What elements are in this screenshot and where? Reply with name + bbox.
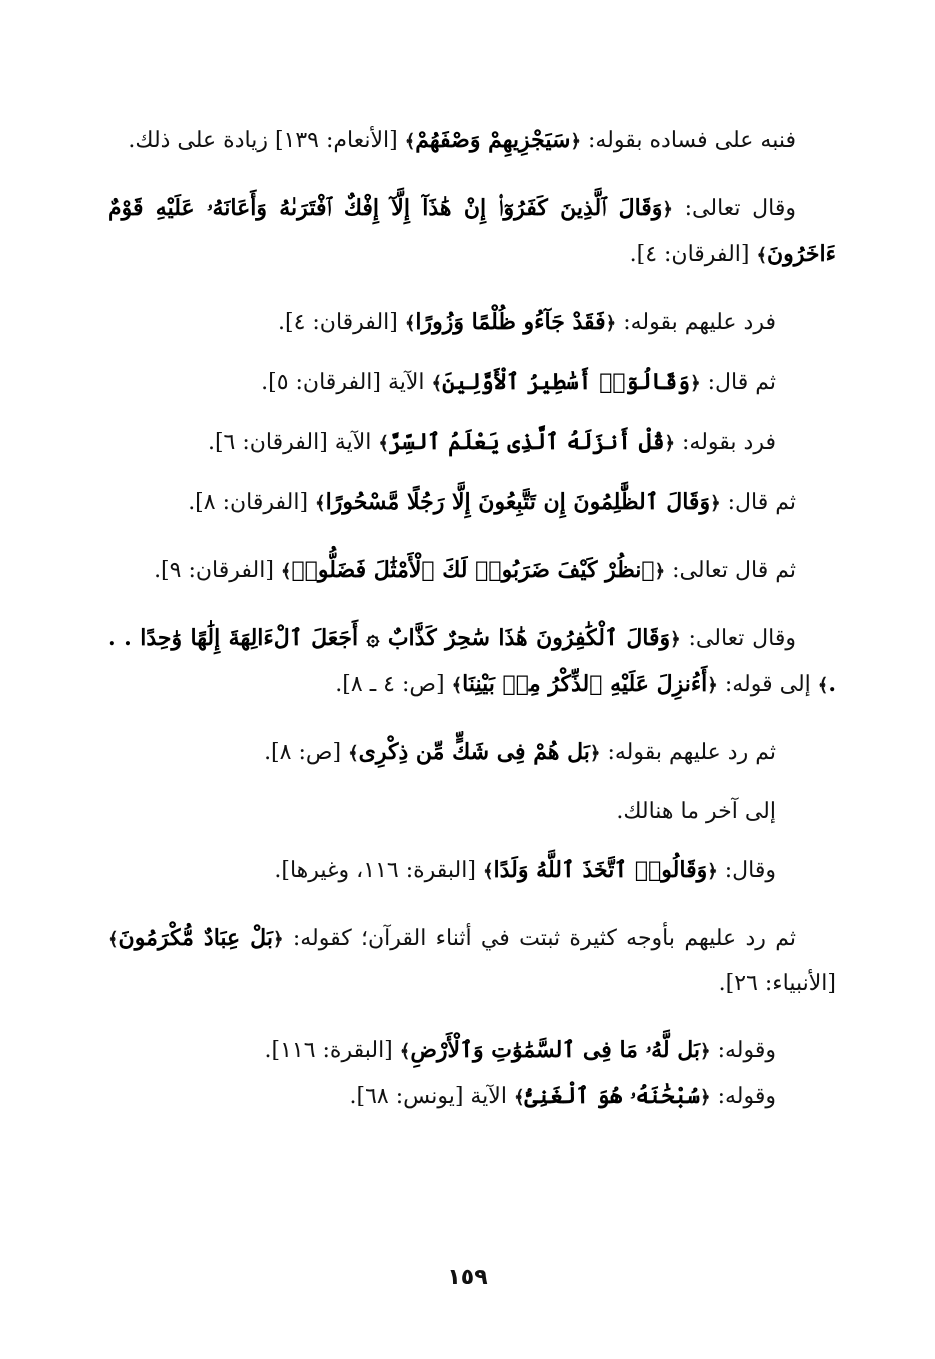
citation: [ص: ٨]. [264,740,349,765]
bracket-open: ﴿ [570,131,581,152]
paragraph-5 [108,420,836,466]
bracket-close: ﴾ [315,493,326,514]
bracket-open: ﴿ [707,861,718,882]
bracket-open: ﴿ [654,561,666,582]
page-body [108,118,836,1120]
quran-verse: أَءُنزِلَ عَلَيْهِ ٱلذِّكْرُ مِنۢ بَيْنِنَا [462,671,708,697]
bracket-open: ﴿ [662,199,673,220]
citation: [الأنبياء: ٢٦]. [718,971,836,996]
bracket-close: ﴾ [404,131,416,152]
quran-verse: وَقَالَ ٱلْكَٰفِرُونَ هَٰذَا سَٰحِرٌ كَذَّابٌ ۞ أَجَعَلَ ٱلْءَالِهَةَ إِلَٰهًا وَٰحِدًا . . . [108,625,836,697]
paragraph-1 [108,118,836,164]
text: فنبه على فساده بقوله: [580,128,796,153]
citation: [الفرقان: ٤]. [277,310,405,335]
text: إلى آخر ما هنالك. [616,799,776,824]
text: وقوله: [710,1038,776,1063]
bracket-close: ﴾ [756,245,768,266]
bracket-open: ﴿ [700,1087,711,1108]
bracket-open: ﴿ [700,1041,711,1062]
quran-verse: قُلْ أَنزَلَهُ ٱلَّذِى يَعْلَمُ ٱلسِّرَّ [388,429,665,455]
paragraph-11 [108,848,836,894]
citation: الآية [يونس: ٦٨]. [349,1084,514,1109]
text: وقال: [717,858,776,883]
bracket-close: ﴾ [482,861,494,882]
citation: [البقرة: ١١٦، وغيرها]. [274,858,483,883]
bracket-open: ﴿ [589,743,601,764]
paragraph-12 [108,916,836,1006]
bracket-open: ﴿ [710,493,721,514]
text: وقوله: [710,1084,776,1109]
citation: [الفرقان: ٨]. [188,490,316,515]
text: وقال تعالى: [680,626,796,651]
citation: [الفرقان: ٩]. [154,558,281,583]
citation: الآية [الفرقان: ٥]. [261,370,432,395]
page-number: ١٥٩ [447,1265,488,1290]
bracket-close: ﴾ [108,929,119,950]
bracket-close: ﴾ [404,313,416,334]
quran-verse: وَقَالَ ٱلَّذِينَ كَفَرُوٓا۟ إِنْ هَٰذَآ إِلَّآ إِفْكٌ ٱفْتَرَىٰهُ وَأَعَانَهُۥ عَلَيْهِ قَوْمٌ ءَاخَرُونَ [108,195,836,267]
bracket-close: ﴾ [817,675,829,696]
paragraph-8 [108,616,836,708]
paragraph-14 [108,1074,836,1120]
bracket-close: ﴾ [399,1041,411,1062]
paragraph-9 [108,730,836,776]
bracket-open: ﴿ [272,929,284,950]
quran-verse: بَل لَّهُۥ مَا فِى ٱلسَّمَٰوَٰتِ وَٱلْأَرْضِ [410,1037,701,1063]
citation: [الفرقان: ٤]. [629,242,757,267]
bracket-open: ﴿ [690,373,701,394]
quran-verse: وَقَالَ ٱلظَّٰلِمُونَ إِن تَتَّبِعُونَ إِلَّا رَجُلًا مَّسْحُورًا [325,489,711,515]
quran-verse: وَقَالُوٓا۟ أَسَٰطِيرُ ٱلْأَوَّلِينَ [442,369,691,395]
quran-verse: فَقَدْ جَآءُو ظُلْمًا وَزُورًا [415,309,606,335]
paragraph-10 [108,790,836,834]
citation: [البقرة: ١١٦]. [264,1038,400,1063]
citation: [ص: ٤ ـ ٨]. [335,672,452,697]
bracket-open: ﴿ [670,629,681,650]
paragraph-2 [108,186,836,278]
text: ثم قال: [720,490,796,515]
bracket-open: ﴿ [664,433,676,454]
paragraph-13 [108,1028,836,1074]
citation: الآية [الفرقان: ٦]. [207,430,379,455]
text: ثم رد عليهم بأوجه كثيرة ثبتت في أثناء القرآن؛ كقوله: [283,926,796,951]
paragraph-7 [108,548,836,594]
quran-verse: بَل هُمْ فِى شَكٍّ مِّن ذِكْرِى [358,739,590,765]
bracket-close: ﴾ [348,743,359,764]
bracket-close: ﴾ [431,373,443,394]
bracket-open: ﴿ [605,313,617,334]
bracket-close: ﴾ [378,433,389,454]
bracket-close: ﴾ [280,561,292,582]
quran-verse: وَقَالُوا۟ ٱتَّخَذَ ٱللَّهُ وَلَدًا [493,857,708,883]
paragraph-4 [108,360,836,406]
bracket-close: ﴾ [513,1087,525,1108]
text: فرد عليهم بقوله: [616,310,776,335]
text: إلى قوله: [717,672,818,697]
text: فرد بقوله: [675,430,776,455]
text: ثم قال: [700,370,776,395]
quran-verse: سُبْحَٰنَهُۥ هُوَ ٱلْغَنِىُّ [524,1083,701,1109]
bracket-close: ﴾ [451,675,463,696]
text: ثم قال تعالى: [665,558,796,583]
paragraph-3 [108,300,836,346]
bracket-open: ﴿ [707,675,718,696]
quran-verse: ٱنظُرْ كَيْفَ ضَرَبُوا۟ لَكَ ٱلْأَمْثَٰلَ فَضَلُّوا۟ [291,557,655,583]
paragraph-6 [108,480,836,526]
quran-verse: بَلْ عِبَادٌ مُّكْرَمُونَ [118,925,273,951]
citation: [الأنعام: ١٣٩] زيادة على ذلك. [128,128,405,153]
text: ثم رد عليهم بقوله: [600,740,776,765]
text: وقال تعالى: [672,196,796,221]
quran-verse: سَيَجْزِيهِمْ وَصْفَهُمْ [415,127,571,153]
